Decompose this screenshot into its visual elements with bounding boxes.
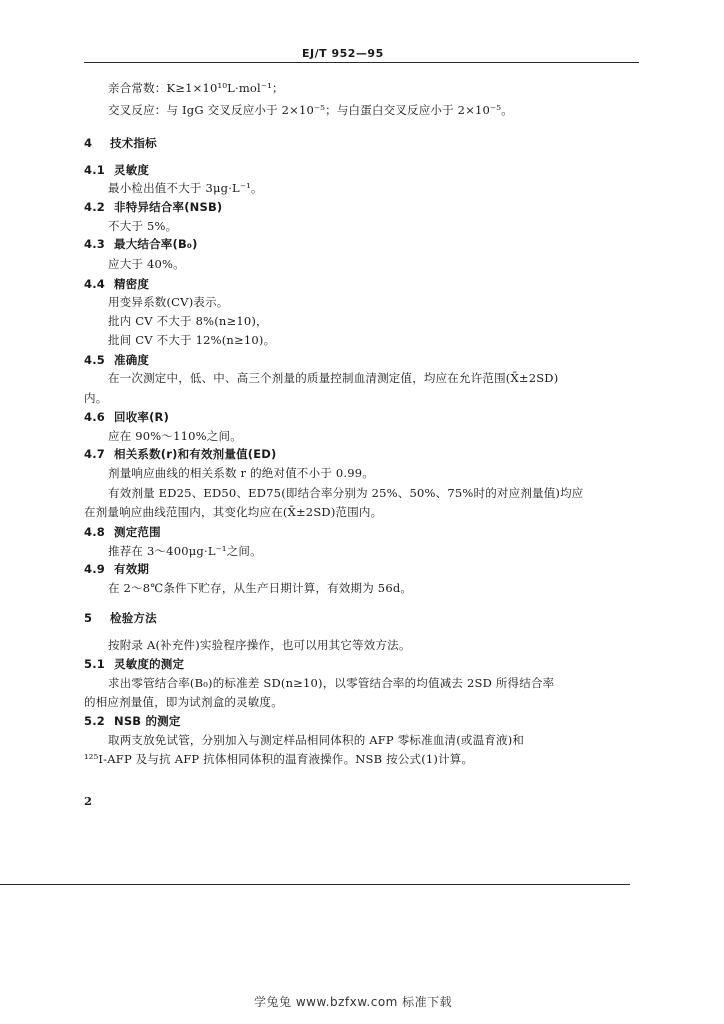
section-4-5-text-1: 在一次测定中，低、中、高三个剂量的质量控制血清测定值，均应在允许范围(X̄±2SD) [108, 371, 559, 385]
section-4-3-text: 应大于 40%。 [108, 257, 185, 271]
section-4-heading [84, 135, 157, 151]
section-5-text: 按附录 A(补充件)实验程序操作，也可以用其它等效方法。 [108, 638, 411, 652]
section-5-2-number: 5.2 [84, 714, 105, 728]
section-4-7-number: 4.7 [84, 447, 105, 461]
section-4-6-text: 应在 90%～110%之间。 [108, 429, 242, 443]
section-5-1-heading [84, 656, 184, 672]
section-4-6-number: 4.6 [84, 410, 105, 424]
section-4-4-title: 精密度 [114, 277, 150, 291]
section-4-1-title: 灵敏度 [114, 163, 150, 177]
section-4-7-text-2: 有效剂量 ED25、ED50、ED75(即结合率分别为 25%、50%、75%时的对应剂量值)均应 [108, 486, 584, 500]
section-4-4-number: 4.4 [84, 277, 105, 291]
section-5-1-text-1: 求出零管结合率(B₀)的标准差 SD(n≥10)，以零管结合率的均值减去 2SD 所得结合率 [108, 676, 555, 690]
section-4-7-text-3: 在剂量响应曲线范围内，其变化均应在(X̄±2SD)范围内。 [84, 505, 383, 519]
section-4-4-text-3: 批间 CV 不大于 12%(n≥10)。 [108, 333, 276, 347]
section-4-8-number: 4.8 [84, 525, 105, 539]
section-4-5-number: 4.5 [84, 353, 105, 367]
section-4-7-heading [84, 446, 277, 462]
section-4-6-heading [84, 409, 169, 425]
section-5-1-number: 5.1 [84, 657, 105, 671]
section-4-2-number: 4.2 [84, 200, 105, 214]
section-5-1-text-2: 的相应剂量值，即为试剂盒的灵敏度。 [84, 695, 283, 709]
section-4-9-title: 有效期 [114, 562, 150, 576]
section-5-1-title: 灵敏度的测定 [114, 657, 185, 671]
section-4-1-number: 4.1 [84, 163, 105, 177]
standard-code-header: EJ/T 952—95 [302, 47, 384, 60]
section-5-2-text-1: 取两支放免试管，分别加入与测定样品相同体积的 AFP 零标准血清(或温育液)和 [108, 733, 525, 747]
section-5-2-text-2: ¹²⁵I-AFP 及与抗 AFP 抗体相同体积的温育液操作。NSB 按公式(1)计算。 [84, 752, 474, 766]
section-4-title: 技术指标 [110, 136, 157, 150]
section-5-2-title: NSB 的测定 [114, 714, 181, 728]
section-5-title: 检验方法 [110, 611, 157, 625]
cross-reaction-line: 交叉反应：与 IgG 交叉反应小于 2×10⁻⁵；与白蛋白交叉反应小于 2×10⁻⁵。 [108, 103, 513, 117]
section-4-7-title: 相关系数(r)和有效剂量值(ED) [114, 447, 277, 461]
section-4-8-text: 推荐在 3～400μg·L⁻¹之间。 [108, 544, 262, 558]
watermark-footer: 学兔兔 www.bzfxw.com 标准下载 [254, 995, 453, 1009]
section-4-3-title: 最大结合率(B₀) [114, 237, 198, 251]
header-rule [84, 62, 639, 63]
section-4-4-text-1: 用变异系数(CV)表示。 [108, 295, 229, 309]
section-4-9-text: 在 2～8℃条件下贮存，从生产日期计算，有效期为 56d。 [108, 581, 413, 595]
section-4-4-text-2: 批内 CV 不大于 8%(n≥10)， [108, 314, 268, 328]
section-4-8-heading [84, 524, 161, 540]
section-4-1-heading [84, 162, 149, 178]
bottom-rule [0, 884, 630, 885]
section-4-9-number: 4.9 [84, 562, 105, 576]
section-5-2-heading [84, 713, 181, 729]
section-4-6-title: 回收率(R) [114, 410, 170, 424]
affinity-constant-line: 亲合常数：K≥1×10¹⁰L·mol⁻¹； [108, 81, 284, 95]
section-4-number: 4 [84, 136, 93, 150]
section-4-3-number: 4.3 [84, 237, 105, 251]
section-4-5-text-2: 内。 [84, 391, 108, 405]
section-4-2-title: 非特异结合率(NSB) [114, 200, 223, 214]
section-4-5-heading [84, 352, 149, 368]
section-4-2-text: 不大于 5%。 [108, 219, 178, 233]
section-4-1-text: 最小检出值不大于 3μg·L⁻¹。 [108, 181, 263, 195]
section-4-9-heading [84, 561, 149, 577]
section-4-3-heading [84, 236, 198, 252]
section-4-4-heading [84, 276, 149, 292]
section-4-8-title: 测定范围 [114, 525, 161, 539]
section-5-heading [84, 610, 157, 626]
section-4-7-text-1: 剂量响应曲线的相关系数 r 的绝对值不小于 0.99。 [108, 466, 374, 480]
section-4-2-heading [84, 199, 222, 215]
page-number: 2 [84, 794, 93, 808]
section-5-number: 5 [84, 611, 93, 625]
section-4-5-title: 准确度 [114, 353, 150, 367]
